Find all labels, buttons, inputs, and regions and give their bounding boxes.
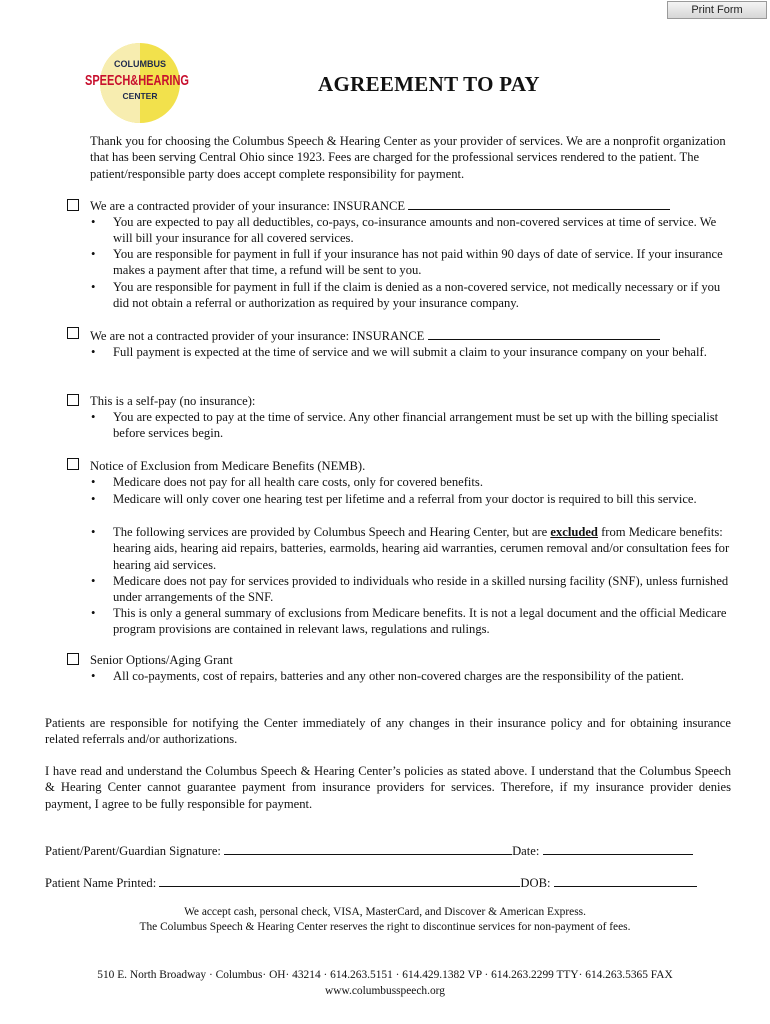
signature-label: Patient/Parent/Guardian Signature: [45,844,221,858]
name-label: Patient Name Printed: [45,876,157,890]
not-contracted-checkbox[interactable] [67,327,79,339]
payment-methods: We accept cash, personal check, VISA, MasterCard, and Discover & American Express. [184,906,586,918]
acknowledge-paragraph: I have read and understand the Columbus Speech & Hearing Center’s policies as stated above. I understand that the Columbus Speech & Hearing Center cannot guarantee payment from insurance providers for services. Therefore, if my insurance provider denies payment, I agree to be fully responsible for payment. [45,764,731,811]
self-pay-heading: This is a self-pay (no insurance): [90,394,256,408]
date-line[interactable] [543,843,693,855]
not-contracted-heading: We are not a contracted provider of your insurance: INSURANCE [90,329,425,343]
list-item: • Medicare does not pay for services provided to individuals who reside in a skilled nursing facility (SNF), unless furnished under arrangements of the SNF. [91,574,729,605]
print-form-button[interactable]: Print Form [667,1,767,19]
dob-label: DOB: [520,876,551,890]
list-item: • Full payment is expected at the time of service and we will submit a claim to your insurance company on your behalf. [91,345,707,359]
list-item: • You are expected to pay all deductibles, co-pays, co-insurance amounts and non-covered services at time of service. We will bill your insurance for all covered services. [91,215,717,246]
contracted-checkbox[interactable] [67,199,79,211]
date-label: Date: [512,844,540,858]
logo-line3: CENTER [122,91,158,101]
list-item: • The following services are provided by Columbus Speech and Hearing Center, but are excluded from Medicare benefits: hearing aids, hearing aid repairs, batteries, earmolds, hearing aid warranties, cerumen removal and/or consultation fees for hearing aid services. [91,525,730,572]
nemb-checkbox[interactable] [67,458,79,470]
excluded-emphasis: excluded [550,525,598,539]
website-link[interactable]: www.columbusspeech.org [325,985,445,997]
nemb-heading: Notice of Exclusion from Medicare Benefits (NEMB). [90,459,366,473]
name-row [45,875,725,891]
list-item: • You are expected to pay at the time of service. Any other financial arrangement must be set up with the billing specialist before services begin. [91,410,719,441]
list-item: • All co-payments, cost of repairs, batteries and any other non-covered charges are the responsibility of the patient. [91,669,684,683]
name-line[interactable] [159,875,520,887]
senior-heading: Senior Options/Aging Grant [90,653,233,667]
address-line: 510 E. North Broadway · Columbus· OH· 43214 · 614.263.5151 · 614.429.1382 VP · 614.263.2299 TTY· 614.263.5365 FAX [97,969,673,981]
signature-row [45,843,725,859]
list-item: • You are responsible for payment in full if your insurance has not paid within 90 days of date of service. If your insurance makes a payment after that time, a refund will be sent to you. [91,247,723,278]
dob-line[interactable] [554,875,697,887]
logo-line2: SPEECH&HEARING [85,73,189,89]
not-contracted-insurance-line[interactable] [428,328,660,340]
contracted-heading: We are a contracted provider of your insurance: INSURANCE [90,199,406,213]
list-item: • This is only a general summary of exclusions from Medicare benefits. It is not a legal document and the official Medicare program provisions are contained in relevant laws, regulations and rulings. [91,606,727,637]
notify-paragraph: Patients are responsible for notifying the Center immediately of any changes in their insurance policy and for obtaining insurance related referrals and/or authorizations. [45,716,731,747]
list-item: • Medicare will only cover one hearing test per lifetime and a referral from your doctor is required to bill this service. [91,492,697,506]
self-pay-checkbox[interactable] [67,394,79,406]
contracted-insurance-line[interactable] [408,198,670,210]
senior-checkbox[interactable] [67,653,79,665]
page-title: AGREEMENT TO PAY [318,72,540,96]
list-item: • You are responsible for payment in full if the claim is denied as a non-covered service, not medically necessary or if you did not obtain a referral or authorization as required by your insurance company. [91,280,721,311]
list-item: • Medicare does not pay for all health care costs, only for covered benefits. [91,475,483,489]
intro-paragraph: Thank you for choosing the Columbus Speech & Hearing Center as your provider of services. We are a nonprofit organization that has been serving Central Ohio since 1923. Fees are charged for the professional services rendered to the patient. The patient/responsible party does accept complete responsibility for payment. [90,134,726,181]
columbus-speech-hearing-logo [82,37,192,127]
reserve-right-note: The Columbus Speech & Hearing Center reserves the right to discontinue services for non-payment of fees. [139,921,631,933]
signature-line[interactable] [224,843,512,855]
logo-line1: COLUMBUS [114,59,166,69]
